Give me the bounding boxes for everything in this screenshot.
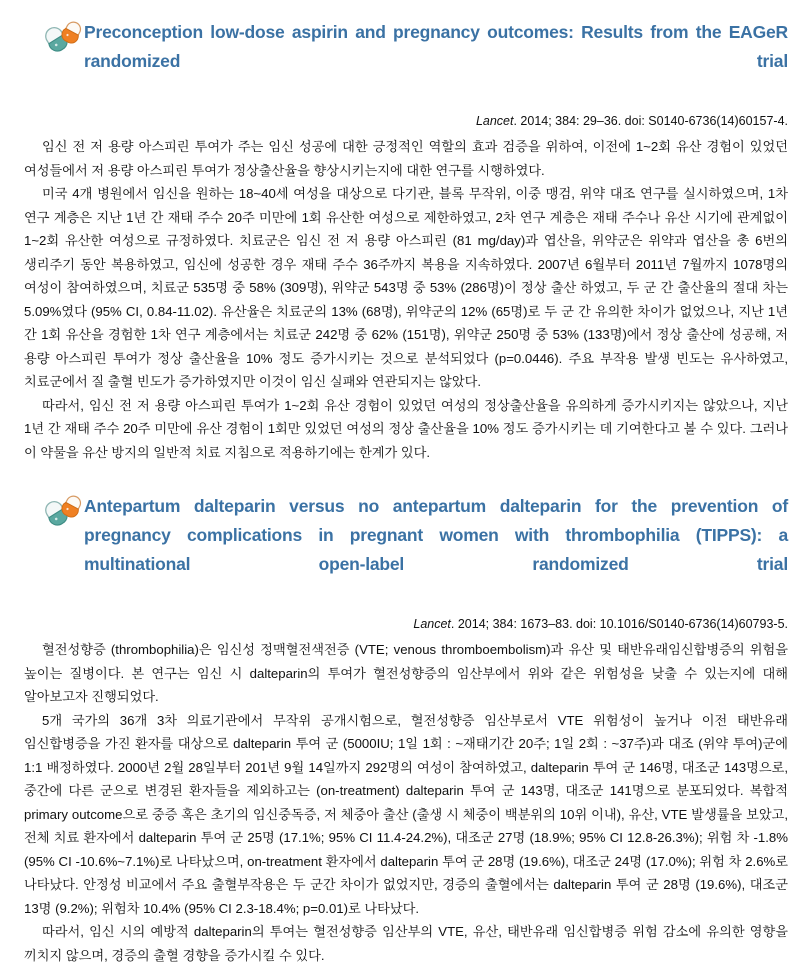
- article-heading-row: [22, 492, 790, 608]
- citation-details: . 2014; 384: 29–36. doi: S0140-6736(14)60157-4.: [513, 114, 788, 128]
- article-title: Antepartum dalteparin versus no antepartum dalteparin for the prevention of pregnancy complications in pregnant women with thrombophilia (TIPPS): a multinational open-label randomized trial: [84, 496, 788, 574]
- article-paragraph: 혈전성향증 (thrombophilia)은 임신성 정맥혈전색전증 (VTE; venous thromboembolism)과 유산 및 태반유래임신합병증의 위험을 높이는 질병이다. 본 연구는 임신 시 dalteparin의 투여가 혈전성향증의 임산부에서 위와 같은 위험성을 낮출 수 있는지에 대해 알아보고자 진행되었다.: [24, 642, 788, 704]
- article-entry: [22, 18, 790, 464]
- citation-details: . 2014; 384: 1673–83. doi: 10.1016/S0140-6736(14)60793-5.: [450, 617, 788, 631]
- pill-capsules-icon: [42, 494, 84, 528]
- article-paragraph: 5개 국가의 36개 3차 의료기관에서 무작위 공개시험으로, 혈전성향증 임산부로서 VTE 위험성이 높거나 이전 태반유래 임신합병증을 가진 환자를 대상으로 dalteparin 투여 군 (5000IU; 1일 1회 : ~재태기간 20주; 1일 2회 : ~37주)과 대조 (위약 투여)군에 1:1 배정하였다. 2000년 2월 28일부터 201년 9월 14일까지 292명의 여성이 참여하였고, dalteparin 투여 군 146명, 대조군 143명으로, 중간에 다른 군으로 변경된 환자들을 제외하고는 (on-treatment) dalteparin 투여 군 143명, 대조군 141명으로 분포되었다. 복합적 primary outcome으로 중증 혹은 초기의 임신중독증, 저 체중아 출산 (출생 시 체중이 백분위의 10위 이내), 유산, VTE 발생률을 보았고, 전체 치료 환자에서 dalteparin 투여 군 25명 (17.1%; 95% CI 11.4-24.2%), 대조군 27명 (18.9%; 95% CI 12.8-26.3%); 위험 차 -1.8% (95% CI -10.6%~7.1%)로 나타났으며, on-treatment 환자에서 dalteparin 투여 군 28명 (19.6%), 대조군 24명 (17.0%); 위험 차 2.6%로 나타났다. 안정성 비교에서 주요 출혈부작용은 두 군간 차이가 없었지만, 경증의 출혈에서는 dalteparin 투여 군 28명 (19.6%), 대조군 13명 (9.2%); 위험차 10.4% (95% CI 2.3-18.4%; p=0.01)로 나타났다.: [24, 712, 788, 916]
- article-citation: [22, 111, 788, 131]
- article-paragraph: 따라서, 임신 전 저 용량 아스피린 투여가 1~2회 유산 경험이 있었던 여성의 정상출산율을 유의하게 증가시키지는 않았으나, 지난 1년 간 재태 주수 20주 미만에 유산 경험이 1회만 있었던 여성의 정상 출산율을 10% 정도 증가시키는 데 기여한다고 볼 수 있다. 그러나 이 약물을 유산 방지의 일반적 치료 지침으로 적용하기에는 한계가 있다.: [24, 397, 788, 460]
- citation-journal-name: Lancet: [475, 114, 514, 128]
- article-heading-row: [22, 18, 790, 105]
- pill-capsules-icon: [42, 20, 84, 54]
- citation-journal-name: Lancet: [413, 617, 451, 631]
- article-title: Preconception low-dose aspirin and pregnancy outcomes: Results from the EAGeR randomized trial: [84, 22, 788, 71]
- article-entry: [22, 492, 790, 967]
- article-paragraph: 임신 전 저 용량 아스피린 투여가 주는 임신 성공에 대한 긍정적인 역할의 효과 검증을 위하여, 이전에 1~2회 유산 경험이 있었던 여성들에서 저 용량 아스피린 투여가 정상출산율을 향상시키는지에 대한 연구를 시행하였다.: [24, 139, 788, 178]
- article-paragraph: 미국 4개 병원에서 임신을 원하는 18~40세 여성을 대상으로 다기관, 블록 무작위, 이중 맹검, 위약 대조 연구를 실시하였으며, 1차 연구 계층은 지난 1년 간 재태 주수 20주 미만에 1회 유산한 여성으로 제한하였고, 2차 연구 계층은 재태 주수나 유산 시기에 관계없이 1~2회 유산한 여성으로 규정하였다. 치료군은 임신 전 저 용량 아스피린 (81 mg/day)과 엽산을, 위약군은 위약과 엽산을 총 6번의 생리주기 동안 복용하였고, 임신에 성공한 경우 재태 주수 36주까지 복용을 지속하였다. 2007년 6월부터 2011년 7월까지 1078명의 여성이 참여하였으며, 치료군 535명 중 58% (309명), 위약군 543명 중 53% (286명)이 정상 출산 하였고, 두 군 간 출산율의 절대 차는 5.09%였다 (95% CI, 0.84-11.02). 유산율은 치료군의 13% (68명), 위약군의 12% (65명)로 두 군 간 유의한 차이가 없었으나, 지난 1년 간 1회 유산을 경험한 1차 연구 계층에서는 치료군 242명 중 62% (151명), 위약군 250명 중 53% (133명)에서 정상 출산에 성공해, 저 용량 아스피린 투여가 정상 출산율을 10% 정도 증가시키는 것으로 분석되었다 (p=0.0446). 주요 부작용 발생 빈도는 유사하였고, 치료군에서 질 출혈 빈도가 증가하였지만 이것이 임신 실패와 연관되지는 않았다.: [24, 186, 788, 389]
- article-paragraph: 따라서, 임신 시의 예방적 dalteparin의 투여는 혈전성향증 임산부의 VTE, 유산, 태반유래 임신합병증 위험 감소에 유의한 영향을 끼치지 않으며, 경증의 출혈 경향을 증가시킬 수 있다.: [24, 924, 788, 963]
- article-citation: [22, 614, 788, 634]
